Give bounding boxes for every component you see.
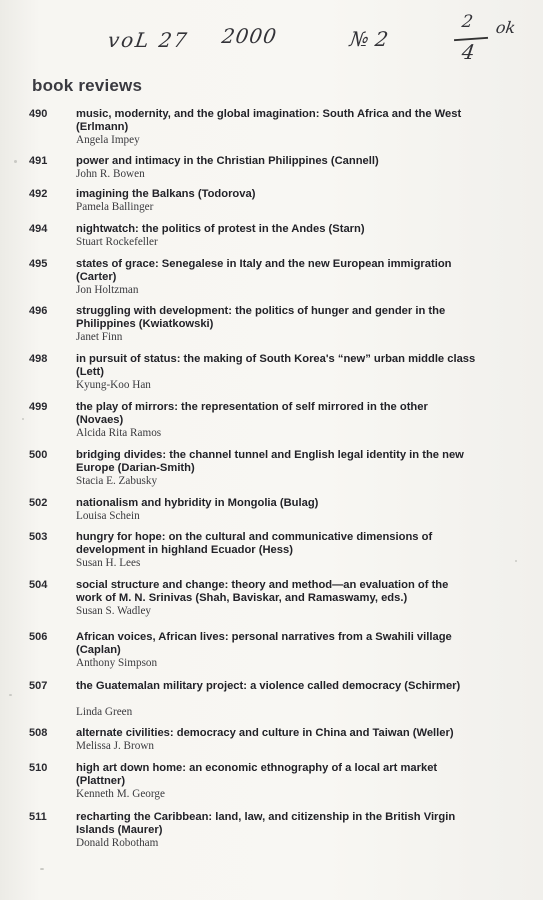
entry-page-number: 504 bbox=[29, 579, 48, 591]
entry-page-number: 499 bbox=[29, 401, 48, 413]
entry-page-number: 510 bbox=[29, 762, 48, 774]
entry-title: the play of mirrors: the representation of self mirrored in the other (Novaes) bbox=[76, 401, 428, 426]
entry-title: imagining the Balkans (Todorova) bbox=[76, 188, 256, 200]
entry-title: states of grace: Senegalese in Italy and the new European immigration (Carter) bbox=[76, 258, 452, 283]
entry-title: hungry for hope: on the cultural and communicative dimensions of development in highland Ecuador (Hess) bbox=[76, 531, 433, 556]
handwritten-fraction-denominator: 4 bbox=[460, 40, 477, 64]
entry-title: high art down home: an economic ethnography of a local art market (Plattner) bbox=[76, 762, 438, 787]
entry-author: Stuart Rockefeller bbox=[76, 236, 158, 248]
entry-page-number: 508 bbox=[29, 727, 48, 739]
handwritten-year: 2000 bbox=[220, 24, 279, 48]
entry-title: African voices, African lives: personal narratives from a Swahili village (Caplan) bbox=[76, 631, 452, 656]
entry-author: Susan S. Wadley bbox=[76, 605, 152, 617]
entry-title: the Guatemalan military project: a violence called democracy (Schirmer) bbox=[76, 680, 461, 692]
entry-author: Anthony Simpson bbox=[76, 657, 158, 669]
handwritten-ok-mark: ok bbox=[494, 18, 517, 37]
scan-speck bbox=[40, 868, 44, 870]
entry-page-number: 502 bbox=[29, 497, 48, 509]
entry-title: social structure and change: theory and method—an evaluation of the work of M. N. Srinivas (Shah, Baviskar, and Ramaswamy, eds.) bbox=[76, 579, 449, 604]
entry-title: power and intimacy in the Christian Philippines (Cannell) bbox=[76, 155, 379, 167]
entry-author: Melissa J. Brown bbox=[76, 740, 155, 752]
entry-title: bridging divides: the channel tunnel and English legal identity in the new Europe (Darian-Smith) bbox=[76, 449, 464, 474]
entry-page-number: 503 bbox=[29, 531, 48, 543]
handwritten-volume: voL 27 bbox=[106, 28, 191, 52]
entry-page-number: 507 bbox=[29, 680, 48, 692]
entry-author: Louisa Schein bbox=[76, 510, 140, 522]
handwritten-fraction-numerator: 2 bbox=[460, 12, 475, 32]
entry-page-number: 498 bbox=[29, 353, 48, 365]
entry-author: Alcida Rita Ramos bbox=[76, 427, 162, 439]
entry-title: nightwatch: the politics of protest in the Andes (Starn) bbox=[76, 223, 365, 235]
entry-page-number: 491 bbox=[29, 155, 48, 167]
entry-author: John R. Bowen bbox=[76, 168, 145, 180]
entry-author: Donald Robotham bbox=[76, 837, 159, 849]
scan-speck bbox=[14, 160, 17, 163]
entry-page-number: 495 bbox=[29, 258, 48, 270]
handwritten-number: № 2 bbox=[348, 27, 390, 51]
entry-page-number: 490 bbox=[29, 108, 48, 120]
entry-page-number: 511 bbox=[29, 811, 47, 823]
entry-title: alternate civilities: democracy and culture in China and Taiwan (Weller) bbox=[76, 727, 454, 739]
entry-title: recharting the Caribbean: land, law, and citizenship in the British Virgin Islands (Maurer) bbox=[76, 811, 456, 836]
entry-author: Stacia E. Zabusky bbox=[76, 475, 158, 487]
entry-author: Kyung-Koo Han bbox=[76, 379, 151, 391]
entry-page-number: 506 bbox=[29, 631, 48, 643]
entry-title: nationalism and hybridity in Mongolia (Bulag) bbox=[76, 497, 319, 509]
entry-page-number: 496 bbox=[29, 305, 48, 317]
section-heading: book reviews bbox=[32, 76, 143, 95]
entry-title: in pursuit of status: the making of South Korea's “new” urban middle class (Lett) bbox=[76, 353, 476, 378]
entry-title: struggling with development: the politics of hunger and gender in the Philippines (Kwiatkowski) bbox=[76, 305, 446, 330]
entry-author: Linda Green bbox=[76, 706, 133, 718]
scan-speck bbox=[9, 694, 12, 696]
entry-title: music, modernity, and the global imagination: South Africa and the West (Erlmann) bbox=[76, 108, 462, 133]
entry-page-number: 500 bbox=[29, 449, 48, 461]
scan-speck bbox=[22, 418, 24, 420]
entry-page-number: 494 bbox=[29, 223, 48, 235]
entry-author: Pamela Ballinger bbox=[76, 201, 154, 213]
entry-author: Angela Impey bbox=[76, 134, 140, 146]
entry-page-number: 492 bbox=[29, 188, 48, 200]
entry-author: Jon Holtzman bbox=[76, 284, 139, 296]
entry-author: Susan H. Lees bbox=[76, 557, 141, 569]
scan-speck bbox=[515, 560, 517, 562]
entry-author: Janet Finn bbox=[76, 331, 123, 343]
entry-author: Kenneth M. George bbox=[76, 788, 165, 800]
